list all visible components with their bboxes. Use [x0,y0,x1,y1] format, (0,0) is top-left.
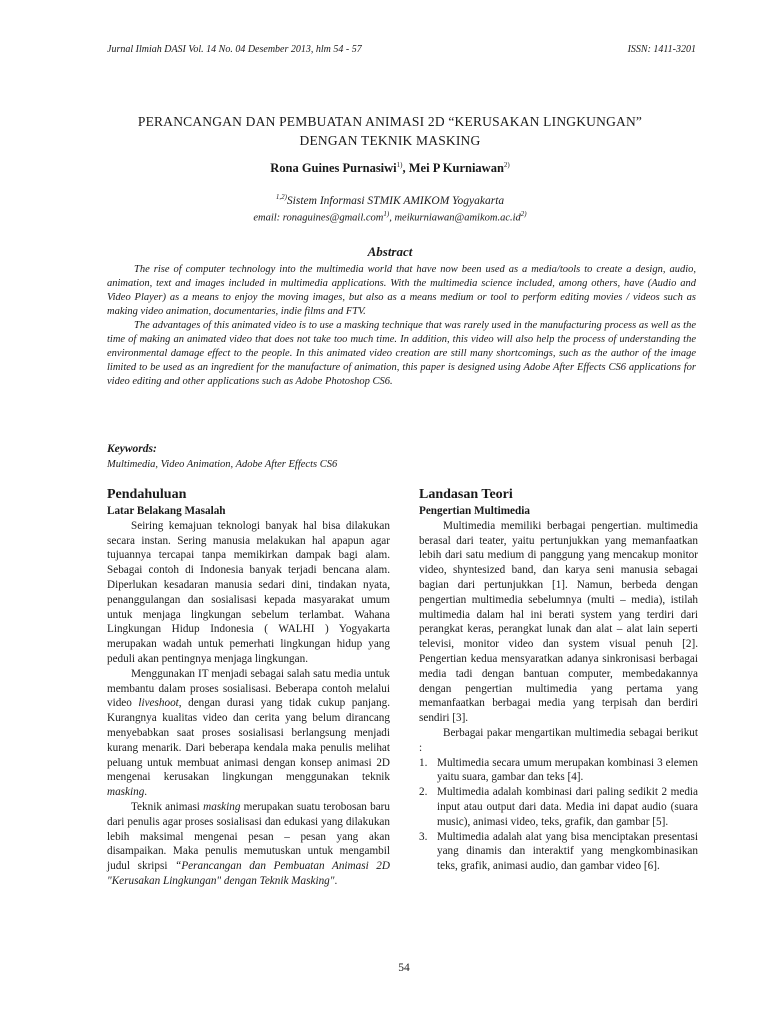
italic-term: liveshoot [138,697,179,710]
theory-paragraph-2: Berbagai pakar mengartikan multimedia sebagai berikut : [419,726,698,754]
abstract-paragraph-1: The rise of computer technology into the multimedia world that have now been used as a media/tools to create a design, audio, animation, text and images included in multimedia applications. With the multimedia science included, among others, have (Audio and Video Player) as a means to enjoy the moving images, but also as a means medium or tool to perform editing movies / videos such as making video animation, documentaries, indie films and FTV. [107,264,696,317]
section-heading-pendahuluan: Pendahuluan [107,487,187,502]
email-middle: , meikurniawan@amikom.ac.id [389,212,521,224]
list-item [419,830,698,874]
italic-term: masking [203,800,241,813]
author-2: Mei P Kurniawan [408,161,504,176]
theory-paragraph-1: Multimedia memiliki berbagai pengertian. multimedia berasal dari teater, yaitu pertunjukkan yang memanfaatkan lebih dari satu medium di panggung yang mencakup monitor video, shyntesized band, dan karya seni manusia sebagai bagian dari pertunjukkan [1]. Namun, berbeda dengan pengertian multimedia sebelumnya (multi – media), istilah multimedia dalam hal ini berati system yang terdiri dari perangkat keras, perangkat lunak dan alat – alat lain seperti televisi, monitor video dan system visual penuh [2]. Pengertian kedua mensyaratkan adanya sinkronisasi berbagai media tadi dengan bantuan computer, membedakannya dengan pengertian multimedia yang pertama yang memanfaatkan berbagai media yang terpisah dan berdiri sendiri [3]. [419,519,698,725]
section-heading-landasan-teori: Landasan Teori [419,487,513,502]
text-run: , dengan durasi yang tidak cukup panjang. Kurangnya kualitas video dan cerita yang belum dirancang menyebabkan saat proses sosialisasi berlangsung menjadi kurang menarik. Dari beberapa kendala maka penulis melihat peluang untuk membuat animasi dengan konsep animasi 2D mengenai kerusakan lingkungan menggunakan teknik [107,697,390,784]
affiliation-mark: 1,2) [275,193,287,201]
thesis-title: “Perancangan dan Pembuatan Animasi 2D "Kerusakan Lingkungan" dengan Teknik Masking" [107,860,390,887]
text-run: . [144,786,148,799]
abstract-paragraph-2: The advantages of this animated video is to use a masking technique that was rarely used in the manufacturing process as well as the time of making an animated video that does not take too much time. In addition, this video will also help the process of understanding the environmental damage effect to the people. In this animated video creation are still many shortcomings, such as the author of the image limited to be used as an ingredient for the manufacture of animation, this paper is designed using Adobe After Effects CS6 applications for video editing and other applications such as Adobe Photoshop CS6. [107,320,696,387]
author-2-affil-mark: 2) [503,161,510,169]
author-separator: , [402,161,409,176]
definition-list [419,756,698,874]
list-item-text: Multimedia adalah alat yang bisa menciptakan presentasi yang dinamis dan interaktif yang mengkombinasikan teks, grafik, animasi audio, dan gambar video [6]. [437,830,698,873]
list-number: 2. [419,786,428,799]
affiliation-text: Sistem Informasi STMIK AMIKOM Yogyakarta [286,194,505,207]
list-item-text: Multimedia secara umum merupakan kombinasi 3 elemen yaitu suara, gambar dan teks [4]. [437,756,698,784]
text-run: Menggunakan IT menjadi sebagai salah satu media untuk membantu dalam proses sosialisasi. Beberapa contoh melalui video [107,667,390,710]
list-number: 3. [419,830,428,843]
title-line-2: DENGAN TEKNIK MASKING [299,133,481,148]
email-mark-1: 1) [383,210,390,218]
text-run: Teknik animasi [131,800,204,813]
title-line-1: PERANCANGAN DAN PEMBUATAN ANIMASI 2D “KERUSAKAN LINGKUNGAN” [137,114,643,129]
author-list [90,161,690,176]
abstract-body [107,263,696,389]
issn: ISSN: 1411-3201 [627,44,696,55]
right-column [419,486,698,874]
abstract-heading: Abstract [367,244,413,259]
author-1-affil-mark: 1) [396,161,403,169]
intro-paragraph-3 [107,800,390,889]
left-column [107,486,390,889]
subheading-pengertian-multimedia: Pengertian Multimedia [419,505,530,517]
list-item [419,785,698,829]
journal-citation: Jurnal Ilmiah DASI Vol. 14 No. 04 Desember 2013, hlm 54 - 57 [107,44,362,55]
keywords-text: Multimedia, Video Animation, Adobe After Effects CS6 [107,459,338,470]
email-mark-2: 2) [520,210,527,218]
paper-title [90,112,690,150]
running-header [107,44,696,55]
keywords-heading: Keywords: [107,443,157,455]
intro-paragraph-1: Seiring kemajuan teknologi banyak hal bisa dilakukan secara instan. Sering manusia melakukan hal apapun agar tujuannya tercapai tanpa memikirkan dampak bagi alam. Sebagai contoh di Indonesia banyak terjadi bencana alam. Diperlukan kesadaran manusia sedari dini, tindakan nyata, penanggulangan dan sosialisasi kepada masyarakat umum untuk menjaga lingkungan sebelum terlambat. Wahana Lingkungan Hidup Indonesia ( WALHI ) Yogyakarta merupakan wadah untuk pemerhati lingkungan hidup yang peduli akan pentingnya menjaga lingkungan. [107,519,390,665]
affiliation [90,193,690,207]
email-prefix: email: ronaguines@gmail.com [253,212,384,224]
text-run: . [334,874,338,887]
list-item-text: Multimedia adalah kombinasi dari paling sedikit 2 media input atau output dari data. Media ini dapat audio (suara music), animasi video, teks, grafik, dan gambar [5]. [437,786,698,828]
italic-term: masking [107,786,145,799]
email-line [90,210,690,224]
author-1: Rona Guines Purnasiwi [270,161,397,176]
list-item [419,756,698,786]
intro-paragraph-2 [107,667,390,800]
text-run: merupakan suatu terobosan baru dari penulis agar proses sosialisasi dan edukasi yang dilakukan lebih maksimal mengenai pesan – pesan yang akan disampaikan. Maka penulis memutuskan untuk mengambil judul skripsi [107,800,390,873]
subheading-latar-belakang: Latar Belakang Masalah [107,505,226,517]
page-number: 54 [398,962,410,974]
list-number: 1. [419,756,428,769]
